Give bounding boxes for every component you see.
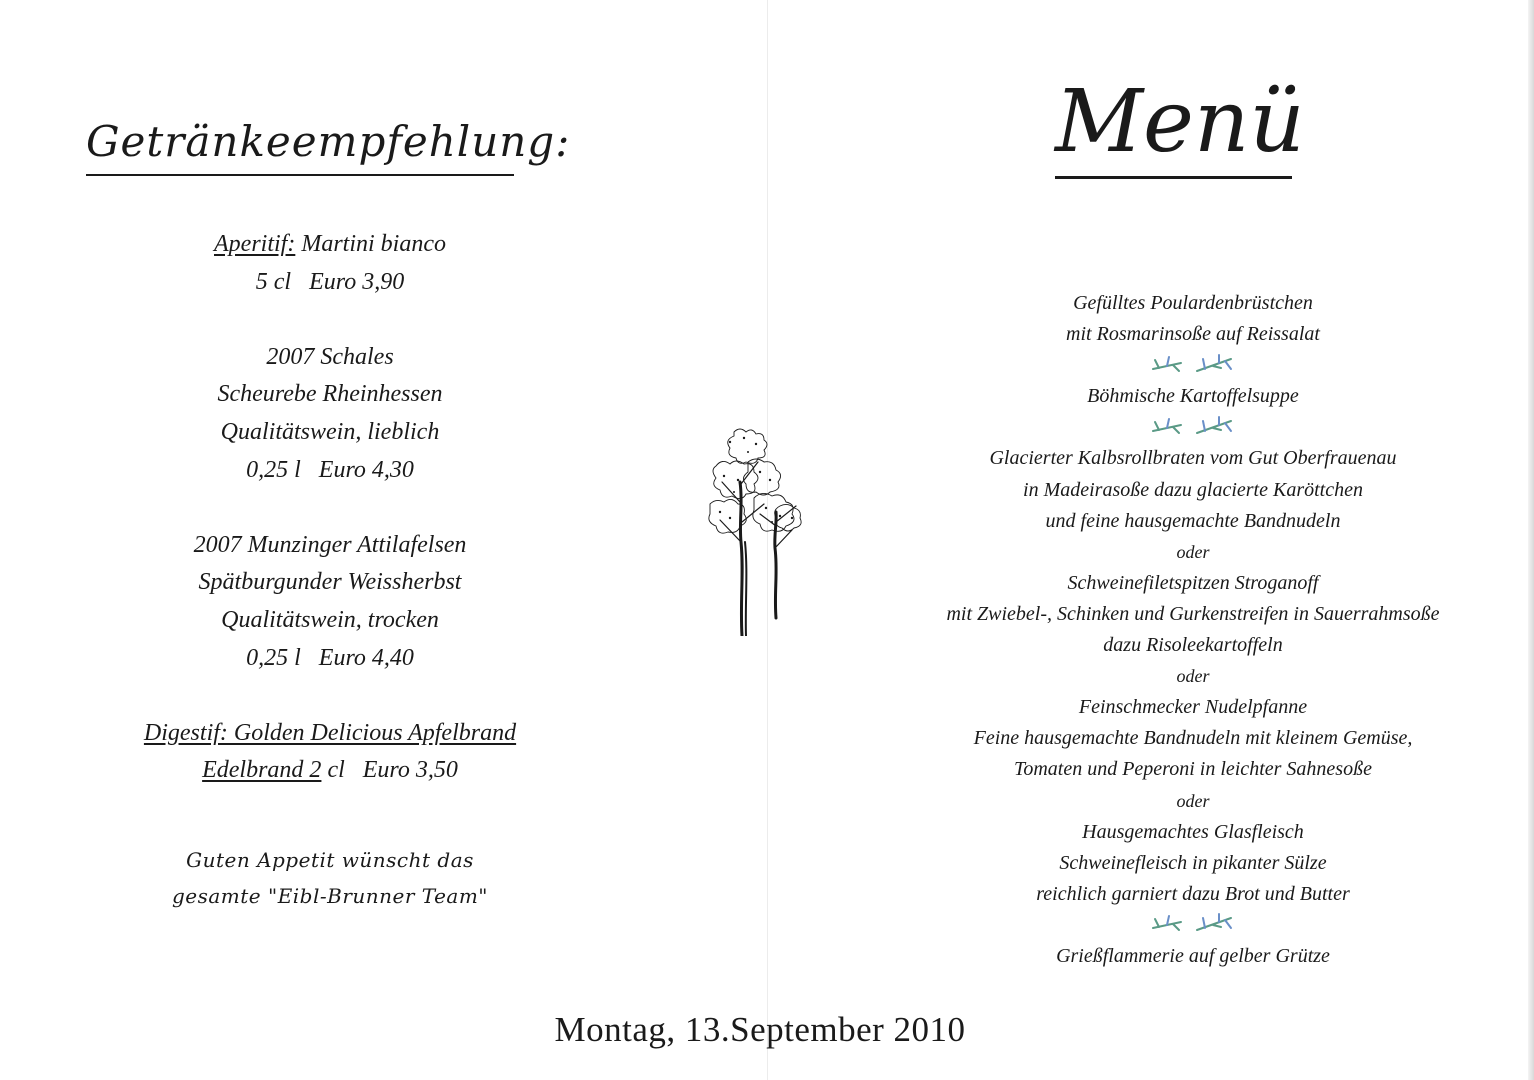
main-2-line-3: dazu Risoleekartoffeln bbox=[1103, 634, 1283, 657]
main-2-line-1: Schweinefiletspitzen Stroganoff bbox=[1067, 571, 1319, 594]
main-4-line-3: reichlich garniert dazu Brot und Butter bbox=[1036, 882, 1350, 905]
aperitif-name: Martini bianco bbox=[301, 231, 446, 257]
page-edge-shadow bbox=[1528, 0, 1534, 1080]
wine-2-price: Euro 4,40 bbox=[318, 644, 414, 671]
wine-1-price-line bbox=[130, 452, 530, 490]
wine-2-price-line bbox=[130, 640, 530, 678]
aperitif-block bbox=[130, 226, 530, 301]
wine-2-block bbox=[130, 527, 530, 677]
digestif-label: Edelbrand 2 bbox=[202, 757, 322, 784]
drink-recommendations bbox=[130, 226, 530, 790]
digestif-line: Digestif: Golden Delicious Apfelbrand bbox=[143, 719, 517, 746]
wish-line-1: Guten Appetit wünscht das bbox=[186, 848, 474, 872]
main-4-line-2: Schweinefleisch in pikanter Sülze bbox=[1059, 851, 1327, 874]
aperitif-size: 5 cl bbox=[255, 268, 292, 295]
main-3-line-2: Feine hausgemachte Bandnudeln mit kleinem Gemüse, bbox=[973, 727, 1413, 750]
digestif-price: Euro 3,50 bbox=[362, 757, 458, 784]
drinks-title: Getränkeempfehlung: bbox=[86, 112, 514, 176]
wine-2-size: 0,25 l bbox=[246, 644, 301, 671]
main-1-line-3: und feine hausgemachte Bandnudeln bbox=[1045, 509, 1341, 532]
digestif-block bbox=[130, 715, 530, 790]
main-1-line-1: Glacierter Kalbsrollbraten vom Gut Oberfrauenau bbox=[989, 447, 1397, 470]
leaf-sprig-icon bbox=[930, 412, 1456, 443]
wish-line-2: gesamte "Eibl-Brunner Team" bbox=[171, 884, 489, 908]
leaf-sprig-icon bbox=[930, 350, 1456, 381]
event-date: Montag, 13.September 2010 bbox=[554, 1010, 966, 1049]
starter-line-2: mit Rosmarinsoße auf Reissalat bbox=[1066, 323, 1320, 346]
or-separator-3: oder bbox=[1176, 790, 1210, 811]
wine-1-grape: Scheurebe Rheinhessen bbox=[217, 381, 443, 408]
appetite-wish bbox=[150, 842, 510, 914]
wine-1-block bbox=[130, 339, 530, 489]
aperitif-price-line bbox=[130, 264, 530, 302]
digestif-price-line bbox=[130, 752, 530, 790]
leaf-sprig-icon bbox=[930, 910, 1456, 941]
soup-line: Böhmische Kartoffelsuppe bbox=[1087, 385, 1299, 408]
menu-list bbox=[930, 288, 1456, 972]
main-4-line-1: Hausgemachtes Glasfleisch bbox=[1082, 820, 1304, 843]
or-separator-1: oder bbox=[1176, 541, 1210, 562]
or-separator-2: oder bbox=[1176, 666, 1210, 687]
starter-line-1: Gefülltes Poulardenbrüstchen bbox=[1073, 292, 1313, 314]
main-2-line-2: mit Zwiebel-, Schinken und Gurkenstreifen in Sauerrahmsoße bbox=[946, 602, 1440, 625]
wine-2-quality: Qualitätswein, trocken bbox=[221, 606, 439, 633]
wine-2-vintage: 2007 Munzinger Attilafelsen bbox=[193, 531, 467, 558]
digestif-unit: cl bbox=[327, 757, 345, 784]
main-3-line-1: Feinschmecker Nudelpfanne bbox=[1078, 696, 1308, 719]
wine-1-price: Euro 4,30 bbox=[318, 456, 414, 483]
wine-1-size: 0,25 l bbox=[246, 456, 301, 483]
tree-icon bbox=[700, 422, 812, 636]
aperitif-label: Aperitif: bbox=[214, 231, 296, 257]
wine-1-vintage: 2007 Schales bbox=[266, 343, 394, 370]
dessert-line: Grießflammerie auf gelber Grütze bbox=[1056, 944, 1330, 967]
wine-2-grape: Spätburgunder Weissherbst bbox=[198, 569, 462, 596]
menu-title: Menü bbox=[1055, 72, 1292, 179]
aperitif-price: Euro 3,90 bbox=[309, 268, 405, 295]
main-1-line-2: in Madeirasoße dazu glacierte Karöttchen bbox=[1023, 478, 1363, 501]
wine-1-quality: Qualitätswein, lieblich bbox=[220, 418, 440, 445]
aperitif-line bbox=[130, 226, 530, 264]
main-3-line-3: Tomaten und Peperoni in leichter Sahnesoße bbox=[1014, 758, 1372, 781]
